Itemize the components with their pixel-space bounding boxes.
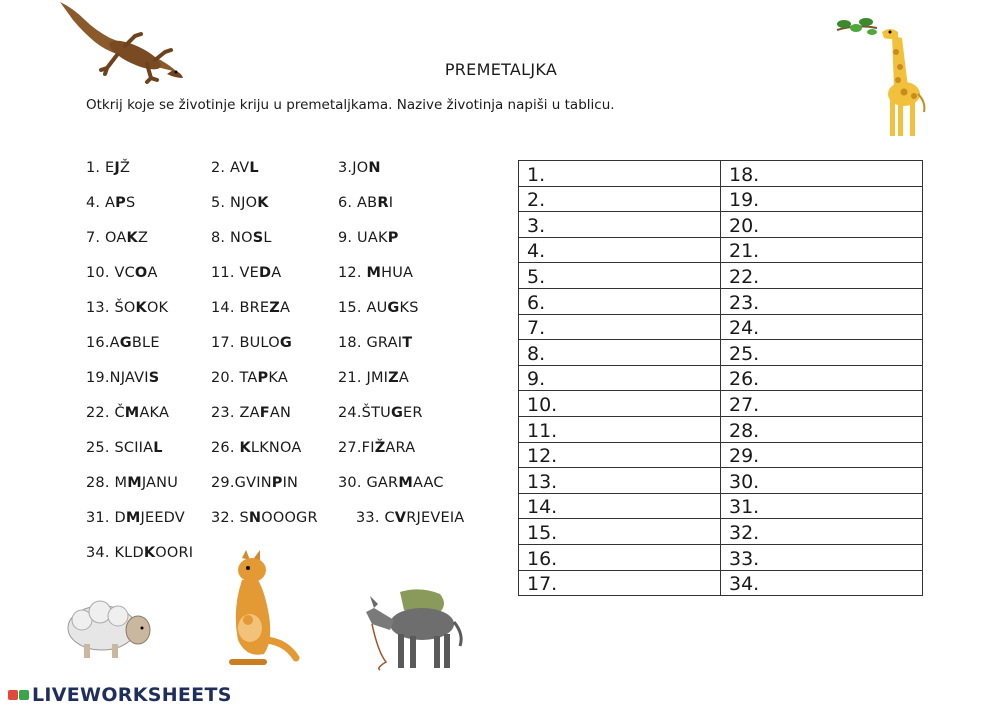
answer-cell[interactable]: 2. xyxy=(519,186,721,212)
scrambled-word xyxy=(338,230,399,246)
scrambled-word xyxy=(338,335,412,351)
word-text: L xyxy=(263,230,272,246)
word-text: LKNOA xyxy=(250,440,302,456)
word-text: 31. D xyxy=(86,510,126,526)
scrambled-word xyxy=(211,405,291,421)
word-bold-letter: F xyxy=(259,405,270,421)
kangaroo-picture xyxy=(212,550,302,675)
scrambled-word xyxy=(338,300,419,316)
word-bold-letter: M xyxy=(398,475,413,491)
word-text: 7. OA xyxy=(86,230,127,246)
word-text: RJEVEIA xyxy=(406,510,465,526)
word-text: 22. Č xyxy=(86,405,125,421)
scrambled-word xyxy=(211,265,281,281)
word-text: OOOGR xyxy=(261,510,318,526)
answer-row xyxy=(519,365,923,391)
word-bold-letter: K xyxy=(257,195,269,211)
scrambled-word xyxy=(211,230,272,246)
answer-cell[interactable]: 28. xyxy=(721,416,923,442)
word-text: KA xyxy=(268,370,288,386)
word-bold-letter: O xyxy=(134,265,148,281)
word-bold-letter: M xyxy=(127,475,142,491)
word-text: AN xyxy=(269,405,292,421)
word-text: 30. GAR xyxy=(338,475,399,491)
scrambled-word xyxy=(86,160,130,176)
word-text: AKA xyxy=(139,405,170,421)
word-text: I xyxy=(388,195,394,211)
scrambled-word xyxy=(211,475,298,491)
word-bold-letter: K xyxy=(126,230,138,246)
word-bold-letter: P xyxy=(257,370,269,386)
word-bold-letter: L xyxy=(249,160,259,176)
word-text: A xyxy=(271,265,282,281)
scrambled-word xyxy=(86,510,185,526)
word-text: 33. C xyxy=(356,510,395,526)
word-text: OK xyxy=(146,300,169,316)
word-text: 3.JO xyxy=(338,160,369,176)
word-text: A xyxy=(147,265,158,281)
word-bold-letter: G xyxy=(119,335,132,351)
answer-row xyxy=(519,161,923,187)
word-bold-letter: M xyxy=(124,405,140,421)
word-bold-letter: J xyxy=(114,160,121,176)
scrambled-word xyxy=(338,405,423,421)
word-text: 23. ZA xyxy=(211,405,260,421)
word-bold-letter: M xyxy=(366,265,382,281)
answer-row xyxy=(519,416,923,442)
answer-row xyxy=(519,340,923,366)
answer-cell[interactable]: 24. xyxy=(721,314,923,340)
answer-cell[interactable]: 29. xyxy=(721,442,923,468)
word-text: HUA xyxy=(381,265,414,281)
word-bold-letter: G xyxy=(279,335,292,351)
word-text: 13. ŠO xyxy=(86,300,136,316)
answer-row xyxy=(519,544,923,570)
scrambled-word xyxy=(211,335,292,351)
word-bold-letter: G xyxy=(387,300,400,316)
page-title: PREMETALJKA xyxy=(444,60,558,79)
word-text: 9. UAK xyxy=(338,230,388,246)
word-text: OORI xyxy=(155,545,194,561)
word-text: 8. NO xyxy=(211,230,253,246)
scrambled-word xyxy=(356,510,464,526)
answer-cell[interactable]: 9. xyxy=(519,365,721,391)
word-text: A xyxy=(398,370,409,386)
answer-cell[interactable]: 16. xyxy=(519,544,721,570)
logo-square-icon xyxy=(19,690,29,700)
answer-cell[interactable]: 10. xyxy=(519,391,721,417)
answer-cell[interactable]: 15. xyxy=(519,519,721,545)
scrambled-word xyxy=(86,230,148,246)
word-text: 2. AV xyxy=(211,160,250,176)
word-text: 6. AB xyxy=(338,195,378,211)
answer-cell[interactable]: 11. xyxy=(519,416,721,442)
word-bold-letter: P xyxy=(271,475,283,491)
scrambled-word xyxy=(211,160,259,176)
answer-cell[interactable]: 6. xyxy=(519,288,721,314)
scrambled-word xyxy=(338,370,409,386)
word-text: 27.FI xyxy=(338,440,375,456)
word-bold-letter: G xyxy=(390,405,404,421)
word-text: 14. BRE xyxy=(211,300,270,316)
answer-row xyxy=(519,314,923,340)
answer-cell[interactable]: 22. xyxy=(721,263,923,289)
scrambled-word xyxy=(338,265,413,281)
word-text: 5. NJO xyxy=(211,195,258,211)
scrambled-word xyxy=(338,440,415,456)
sheep-picture xyxy=(62,598,157,663)
word-bold-letter: D xyxy=(258,265,272,281)
answer-cell[interactable]: 14. xyxy=(519,493,721,519)
answer-cell[interactable]: 19. xyxy=(721,186,923,212)
word-text: 18. GRAI xyxy=(338,335,403,351)
answer-cell[interactable]: 8. xyxy=(519,340,721,366)
word-bold-letter: K xyxy=(239,440,251,456)
word-text: 1. E xyxy=(86,160,115,176)
scrambled-word xyxy=(86,545,193,561)
scrambled-word xyxy=(86,475,178,491)
answer-row xyxy=(519,519,923,545)
answer-cell[interactable]: 30. xyxy=(721,468,923,494)
answer-cell[interactable]: 31. xyxy=(721,493,923,519)
word-text: S xyxy=(126,195,136,211)
word-bold-letter: S xyxy=(252,230,264,246)
answer-cell[interactable]: 25. xyxy=(721,340,923,366)
word-text: 4. A xyxy=(86,195,116,211)
word-bold-letter: M xyxy=(125,510,141,526)
scrambled-word xyxy=(86,370,159,386)
answer-cell[interactable]: 21. xyxy=(721,237,923,263)
word-text: Z xyxy=(137,230,149,246)
answer-row xyxy=(519,468,923,494)
answer-cell[interactable]: 3. xyxy=(519,212,721,238)
scrambled-word xyxy=(86,265,158,281)
scrambled-word xyxy=(86,300,168,316)
answer-table xyxy=(518,160,923,596)
answer-cell[interactable]: 17. xyxy=(519,570,721,596)
answer-row xyxy=(519,212,923,238)
word-text: 26. xyxy=(211,440,240,456)
scrambled-word xyxy=(86,195,135,211)
scrambled-word xyxy=(86,440,163,456)
scrambled-word xyxy=(86,405,169,421)
scrambled-word xyxy=(338,475,444,491)
word-bold-letter: Ž xyxy=(374,440,386,456)
scrambled-word xyxy=(211,195,269,211)
logo-square-icon xyxy=(8,690,18,700)
scrambled-word xyxy=(338,160,381,176)
scrambled-word xyxy=(211,440,301,456)
word-bold-letter: S xyxy=(148,370,160,386)
donkey-picture xyxy=(360,582,470,674)
scrambled-word xyxy=(211,370,288,386)
word-text: 21. JMI xyxy=(338,370,389,386)
answer-cell[interactable]: 26. xyxy=(721,365,923,391)
answer-row xyxy=(519,288,923,314)
word-text: 28. M xyxy=(86,475,128,491)
word-text: 15. AU xyxy=(338,300,388,316)
answer-cell[interactable]: 34. xyxy=(721,570,923,596)
word-text: AAC xyxy=(412,475,444,491)
word-text: 16.A xyxy=(86,335,120,351)
word-text: 10. VC xyxy=(86,265,135,281)
answer-cell[interactable]: 12. xyxy=(519,442,721,468)
answer-row xyxy=(519,237,923,263)
word-text: Ž xyxy=(120,160,131,176)
word-text: 12. xyxy=(338,265,367,281)
scrambled-word xyxy=(338,195,393,211)
answer-cell[interactable]: 4. xyxy=(519,237,721,263)
answer-row xyxy=(519,391,923,417)
word-text: JANU xyxy=(141,475,179,491)
word-bold-letter: L xyxy=(153,440,163,456)
answer-cell[interactable]: 1. xyxy=(519,161,721,187)
word-bold-letter: P xyxy=(387,230,399,246)
answer-cell[interactable]: 23. xyxy=(721,288,923,314)
answer-cell[interactable]: 27. xyxy=(721,391,923,417)
answer-cell[interactable]: 18. xyxy=(721,161,923,187)
word-text: 17. BULO xyxy=(211,335,280,351)
answer-cell[interactable]: 13. xyxy=(519,468,721,494)
word-bold-letter: V xyxy=(394,510,407,526)
word-text: 25. SCIIA xyxy=(86,440,154,456)
word-text: 20. TA xyxy=(211,370,258,386)
scrambled-word xyxy=(211,510,318,526)
word-bold-letter: N xyxy=(248,510,262,526)
answer-row xyxy=(519,493,923,519)
word-text: 11. VE xyxy=(211,265,259,281)
answer-row xyxy=(519,570,923,596)
word-bold-letter: Z xyxy=(388,370,399,386)
word-text: BLE xyxy=(131,335,160,351)
word-bold-letter: K xyxy=(143,545,156,561)
word-text: ARA xyxy=(385,440,416,456)
word-text: 24.ŠTU xyxy=(338,405,391,421)
word-text: JEEDV xyxy=(140,510,185,526)
word-text: IN xyxy=(282,475,299,491)
word-bold-letter: N xyxy=(368,160,381,176)
word-text: 19.NJAVI xyxy=(86,370,149,386)
answer-row xyxy=(519,263,923,289)
word-text: KS xyxy=(399,300,419,316)
answer-cell[interactable]: 33. xyxy=(721,544,923,570)
answer-cell[interactable]: 32. xyxy=(721,519,923,545)
word-bold-letter: Z xyxy=(269,300,280,316)
scrambled-word xyxy=(86,335,160,351)
word-bold-letter: R xyxy=(377,195,389,211)
answer-row xyxy=(519,442,923,468)
word-text: ER xyxy=(403,405,423,421)
word-bold-letter: K xyxy=(135,300,147,316)
lizard-picture xyxy=(55,0,185,90)
answer-cell[interactable]: 7. xyxy=(519,314,721,340)
word-text: A xyxy=(279,300,291,316)
word-bold-letter: P xyxy=(115,195,126,211)
instruction-text: Otkrij koje se životinje kriju u premetaljkama. Nazive životinja napiši u tablicu. xyxy=(86,97,615,113)
scrambled-word xyxy=(211,300,290,316)
word-text: 29.GVIN xyxy=(211,475,272,491)
answer-cell[interactable]: 5. xyxy=(519,263,721,289)
answer-row xyxy=(519,186,923,212)
logo-text: LIVEWORKSHEETS xyxy=(32,684,232,706)
giraffe-picture xyxy=(832,12,932,142)
word-text: 32. S xyxy=(211,510,249,526)
word-text: 34. KLD xyxy=(86,545,144,561)
liveworksheets-logo xyxy=(8,684,232,706)
answer-cell[interactable]: 20. xyxy=(721,212,923,238)
word-bold-letter: T xyxy=(402,335,413,351)
